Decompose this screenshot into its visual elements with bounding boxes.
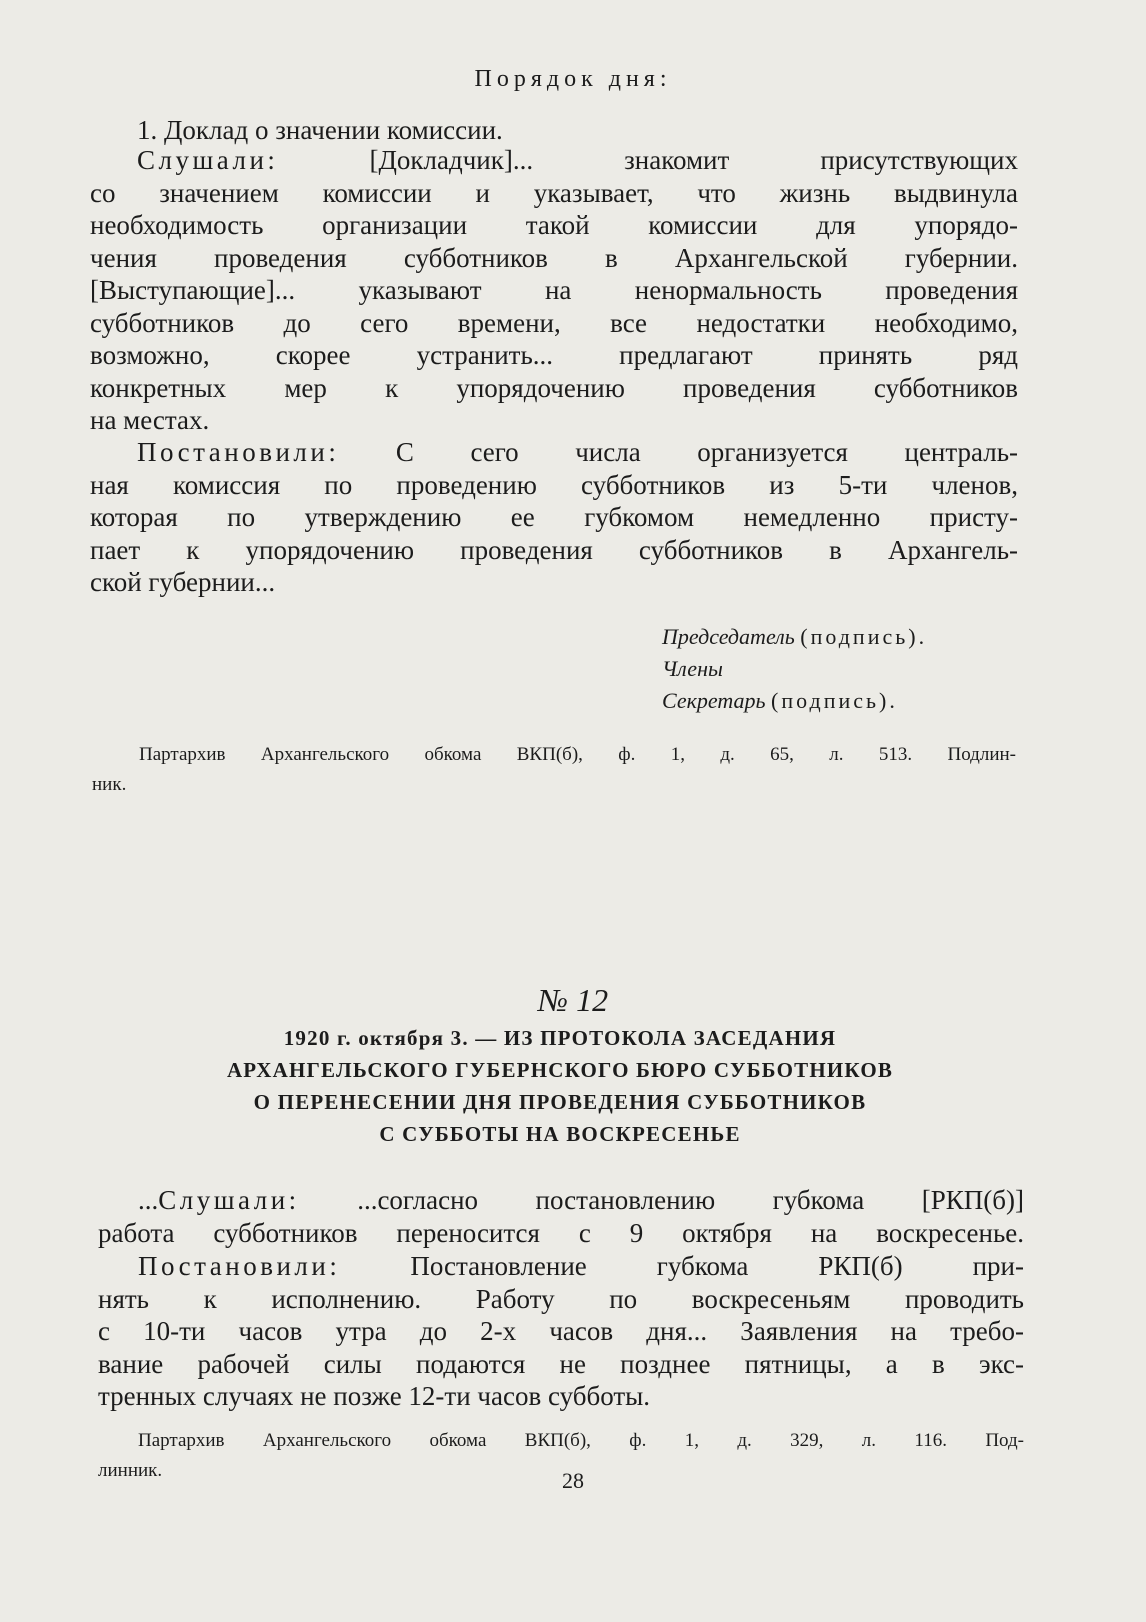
text-line: вание рабочей силы подаются не позднее пятницы, а в экс-	[98, 1348, 1024, 1379]
text-line: на местах.	[90, 405, 210, 435]
text-line: ...согласно постановлению губкома [РКП(б)]	[357, 1185, 1024, 1215]
resolved-2-label: Постановили:	[138, 1251, 341, 1281]
text-line: линник.	[98, 1460, 163, 1481]
text-line: Партархив Архангельского обкома ВКП(б), ф. 1, д. 329, л. 116. Под-	[138, 1430, 1024, 1451]
text-line: с 10-ти часов утра до 2-х часов дня... Заявления на требо-	[98, 1316, 1024, 1346]
signature-note: (подпись).	[771, 688, 898, 713]
text-line: С сего числа организуется централь-	[395, 437, 1019, 467]
resolved-1-first-line	[90, 436, 1018, 469]
heard-1-label: Слушали:	[137, 145, 279, 175]
text-line: ской губернии...	[90, 567, 276, 597]
agenda-item-1: 1. Доклад о значении комиссии.	[137, 115, 503, 145]
text-line: пает к упорядочению проведения субботников в Архангель-	[90, 534, 1018, 565]
text-line: субботников до сего времени, все недостатки необходимо,	[90, 307, 1018, 338]
signature-block	[662, 621, 1062, 717]
title-line: АРХАНГЕЛЬСКОГО ГУБЕРНСКОГО БЮРО СУББОТНИКОВ	[226, 1058, 894, 1082]
signature-role: Члены	[662, 656, 723, 681]
text-line: которая по утверждению ее губкомом немедленно присту-	[90, 502, 1018, 532]
signature-members	[662, 653, 1062, 685]
text-line: возможно, скорее устранить... предлагают принять ряд	[90, 340, 1018, 370]
text-line: Постановление губкома РКП(б) при-	[410, 1251, 1024, 1281]
text-line: нять к исполнению. Работу по воскресеньям проводить	[98, 1283, 1024, 1314]
text-line: работа субботников переносится с 9 октября на воскресенье.	[98, 1217, 1024, 1248]
text-line: необходимость организации такой комиссии для упорядо-	[90, 210, 1018, 240]
heard-section-2	[98, 1184, 1024, 1249]
resolved-section-1	[90, 436, 1018, 599]
text-line: [Докладчик]... знакомит присутствующих	[369, 145, 1019, 175]
resolved-2-first-line	[98, 1250, 1024, 1283]
document-title	[80, 1022, 1040, 1150]
title-line: 1920 г. октября 3. — ИЗ ПРОТОКОЛА ЗАСЕДАНИЯ	[283, 1026, 837, 1050]
signature-role: Председатель	[662, 624, 795, 649]
archive-source-1	[92, 740, 1016, 800]
title-line: С СУББОТЫ НА ВОСКРЕСЕНЬЕ	[379, 1122, 741, 1146]
signature-role: Секретарь	[662, 688, 766, 713]
heard-1-first-line	[90, 144, 1018, 177]
heard-2-first-line	[98, 1184, 1024, 1217]
text-line: ник.	[92, 774, 127, 795]
text-line: чения проведения субботников в Архангельской губернии.	[90, 242, 1018, 273]
signature-note: (подпись).	[800, 624, 928, 649]
heard-2-prefix: ...	[138, 1185, 159, 1215]
page-number: 28	[562, 1468, 584, 1493]
heard-2-label: Слушали:	[158, 1185, 300, 1215]
signature-chairman	[662, 621, 1062, 653]
heard-section-1	[90, 144, 1018, 437]
signature-secretary	[662, 685, 1062, 717]
document-number: № 12	[537, 982, 609, 1018]
text-line: Партархив Архангельского обкома ВКП(б), ф. 1, д. 65, л. 513. Подлин-	[139, 744, 1016, 765]
text-line: тренных случаях не позже 12-ти часов субботы.	[98, 1381, 651, 1411]
agenda-header: Порядок дня:	[474, 66, 672, 92]
text-line: [Выступающие]... указывают на ненормальность проведения	[90, 275, 1018, 305]
title-line: О ПЕРЕНЕСЕНИИ ДНЯ ПРОВЕДЕНИЯ СУББОТНИКОВ	[253, 1090, 867, 1114]
text-line: конкретных мер к упорядочению проведения субботников	[90, 372, 1018, 403]
resolved-section-2	[98, 1250, 1024, 1413]
text-line: ная комиссия по проведению субботников из 5-ти членов,	[90, 469, 1018, 500]
text-line: со значением комиссии и указывает, что жизнь выдвинула	[90, 177, 1018, 208]
resolved-1-label: Постановили:	[137, 437, 340, 467]
